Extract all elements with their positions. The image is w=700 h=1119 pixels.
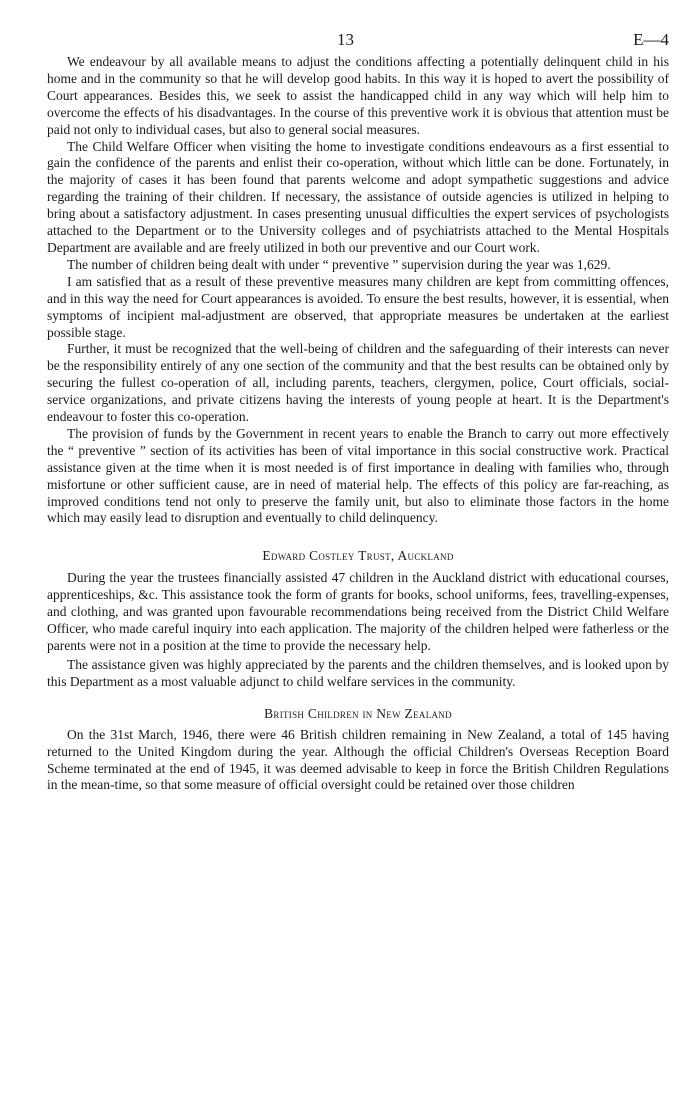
paragraph: We endeavour by all available means to adjust the conditions affecting a potentially delinquent child in his home and in the community so that he will develop good habits. In this way it is hoped to avert the possibility of Court appearances. Besides this, we seek to assist the handicapped child in any way which will help him to overcome the effects of his disadvantages. In the course of this preventive work it is obvious that attention must be paid not only to individual cases, but also to general social measures. [47,54,669,137]
section-heading: British Children in New Zealand [264,705,452,721]
paragraph: The provision of funds by the Government in recent years to enable the Branch to carry out more effectively the “ preventive ” section of its activities has been of vital importance in this social constructive work. Practical assistance given at the time when it is most needed is of first importance in dealing with families who, through misfortune or other sufficient cause, are in need of material help. The effects of this policy are far-reaching, as improved conditions tend not only to preserve the family unit, but also to eliminate those factors in the home which may easily lead to disruption and eventually to child delinquency. [47,425,669,526]
document-page [47,30,669,794]
paragraph: During the year the trustees financially assisted 47 children in the Auckland district with educational courses, apprenticeships, &c. This assistance took the form of grants for books, school uniforms, fees, travelling-expenses, and clothing, and was granted upon favourable recommendations being received from the District Child Welfare Officer, who made careful inquiry into each application. The majority of the children helped were fatherless or the parents were not in a position at the time to provide the necessary help. [47,570,669,653]
paragraph: On the 31st March, 1946, there were 46 British children remaining in New Zealand, a total of 145 having returned to the United Kingdom during the year. Although the official Children's Overseas Reception Board Scheme terminated at the end of 1945, it was deemed advisable to keep in force the British Children Regulations in the mean-time, so that some measure of official oversight could be retained over those children [47,726,669,793]
paragraph: The Child Welfare Officer when visiting the home to investigate conditions endeavours as a first essential to gain the confidence of the parents and enlist their co-operation, without which little can be done. Fortunately, in the majority of cases it has been found that parents welcome and adopt sympathetic suggestions and advice regarding the training of their children. If necessary, the assistance of outside agencies is utilized in helping to bring about a satisfactory adjustment. In cases presenting unusual difficulties the expert services of psychologists attached to the Department or to the University colleges and of psychiatrists attached to the Mental Hospitals Department are available and are freely utilized in both our preventive and our Court work. [47,138,669,255]
document-reference: E—4 [633,30,669,49]
section-edward-costley-trust [47,570,669,690]
section-british-children [47,727,669,795]
paragraph: The number of children being dealt with under “ preventive ” supervision during the year was 1,629. [67,256,611,272]
paragraph: The assistance given was highly appreciated by the parents and the children themselves, and is looked upon by this Department as a most valuable adjunct to child welfare services in the community. [47,656,669,689]
paragraph: I am satisfied that as a result of these preventive measures many children are kept from committing offences, and in this way the need for Court appearances is avoided. To ensure the best results, however, it is essential, when symptoms of incipient mal-adjustment are observed, that appropriate measures be undertaken at the earliest possible stage. [47,273,669,340]
body-text [47,54,669,527]
page-number: 13 [337,30,354,49]
page-header [47,30,669,54]
paragraph: Further, it must be recognized that the well-being of children and the safeguarding of their interests can never be the responsibility entirely of any one section of the community and that the best results can be obtained only by securing the fullest co-operation of all, including parents, teachers, clergymen, police, Court officials, social-service organizations, and private citizens having the interests of young people at heart. It is the Department's endeavour to foster this co-operation. [47,341,669,425]
section-heading: Edward Costley Trust, Auckland [262,548,454,564]
